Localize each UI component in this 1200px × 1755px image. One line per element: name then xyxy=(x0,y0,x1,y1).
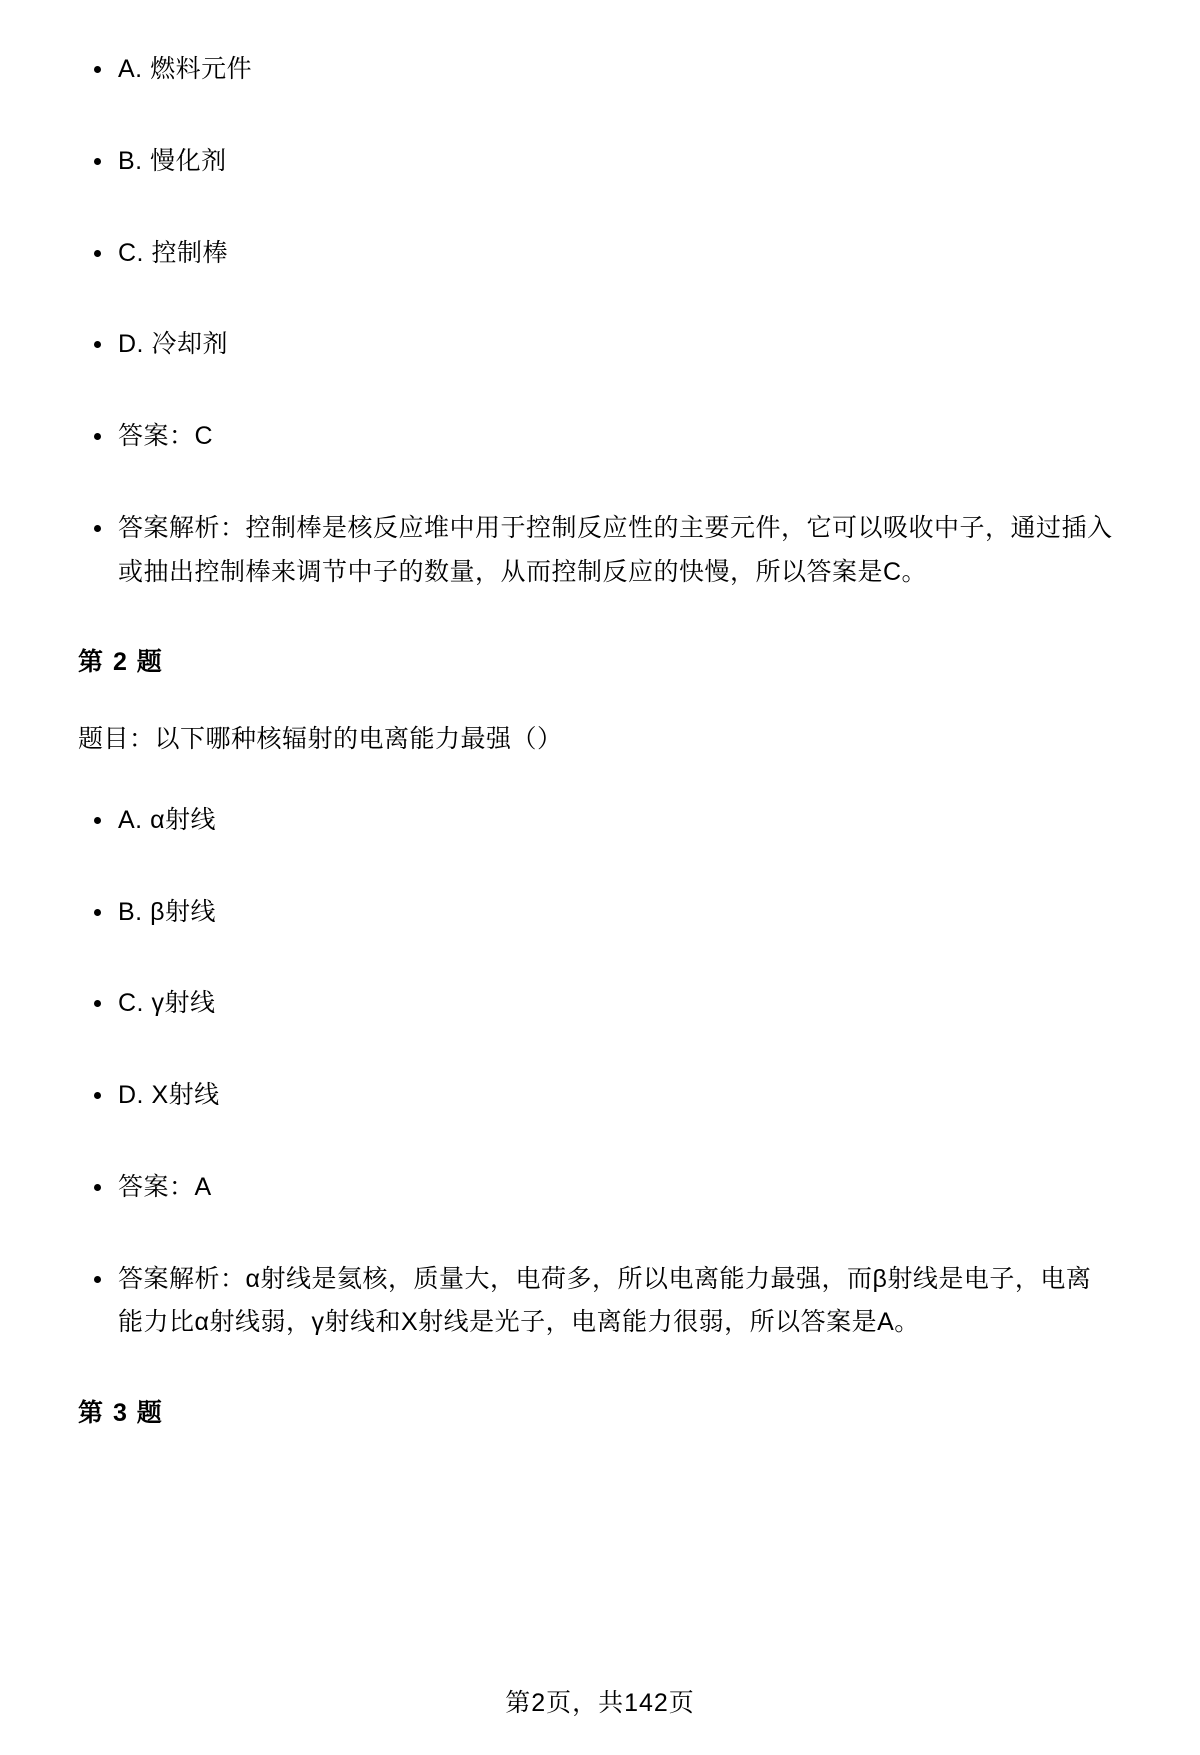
option-item: A. α射线 xyxy=(78,799,1122,843)
question1-options-list xyxy=(78,48,1122,594)
question2-stem: 题目：以下哪种核辐射的电离能力最强（） xyxy=(78,725,563,754)
option-item: B. 慢化剂 xyxy=(78,140,1122,184)
explanation-item: 答案解析：α射线是氦核，质量大，电荷多，所以电离能力最强，而β射线是电子，电离能力比α射线弱，γ射线和X射线是光子，电离能力很弱，所以答案是A。 xyxy=(78,1258,1122,1346)
option-item: C. γ射线 xyxy=(78,982,1122,1026)
question2-heading: 第 2 题 xyxy=(78,648,164,677)
page-footer: 第2页，共142页 xyxy=(505,1689,695,1717)
option-item: B. β射线 xyxy=(78,891,1122,935)
explanation-item: 答案解析：控制棒是核反应堆中用于控制反应性的主要元件，它可以吸收中子，通过插入或抽出控制棒来调节中子的数量，从而控制反应的快慢，所以答案是C。 xyxy=(78,507,1122,595)
question2-options-list xyxy=(78,799,1122,1345)
option-item: C. 控制棒 xyxy=(78,232,1122,276)
option-item: A. 燃料元件 xyxy=(78,48,1122,92)
option-item: D. X射线 xyxy=(78,1074,1122,1118)
answer-item: 答案：C xyxy=(78,415,1122,459)
option-item: D. 冷却剂 xyxy=(78,323,1122,367)
question3-heading: 第 3 题 xyxy=(78,1399,164,1427)
answer-item: 答案：A xyxy=(78,1166,1122,1210)
